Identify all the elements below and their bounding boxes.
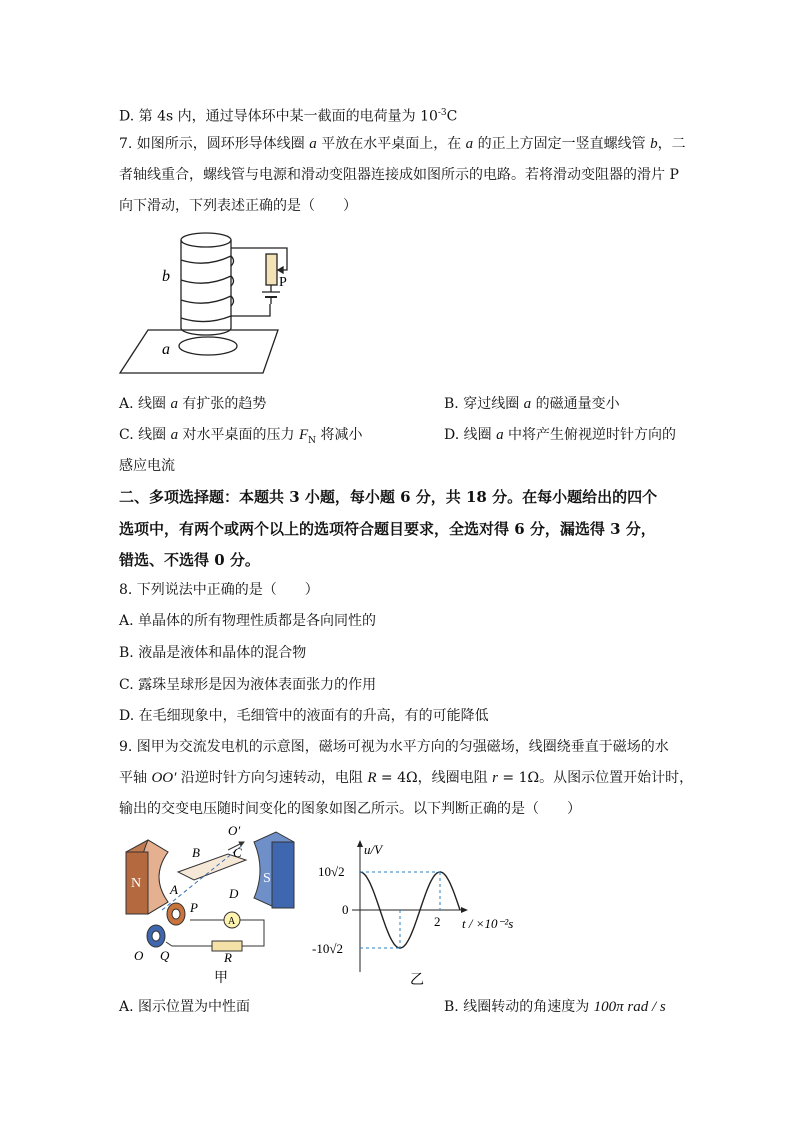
label-p: P	[279, 275, 287, 290]
tick-x: 2	[434, 914, 441, 929]
q7-stem-line3: 向下滑动，下列表述正确的是（ ）	[119, 198, 357, 214]
section2-heading-line1: 二、多项选择题：本题共 3 小题，每小题 6 分，共 18 分。在每小题给出的四个	[119, 488, 658, 506]
q7-option-d-line2: 感应电流	[119, 458, 175, 474]
q9-option-a: A. 图示位置为中性面	[119, 999, 251, 1015]
q7-option-d: D. 线圈 a 中将产生俯视逆时针方向的	[444, 427, 677, 443]
label-a: a	[162, 341, 170, 358]
coil-a	[179, 337, 237, 355]
q9-stem-line3: 输出的交变电压随时间变化的图象如图乙所示。以下判断正确的是（ ）	[119, 801, 581, 817]
label-o-prime: O′	[228, 823, 241, 838]
label-o: O	[134, 948, 144, 963]
label-d-corner: D	[229, 886, 239, 901]
label-n: N	[131, 876, 142, 891]
voltage-time-chart	[312, 838, 527, 988]
q8-option-b: B. 液晶是液体和晶体的混合物	[119, 645, 307, 661]
label-b: b	[162, 268, 170, 285]
q9-option-b: B. 线圈转动的角速度为 100π rad / s	[444, 999, 666, 1015]
q9-stem-line1: 9. 图甲为交流发电机的示意图，磁场可视为水平方向的匀强磁场，线圈绕垂直于磁场的水	[119, 739, 669, 755]
caption-yi: 乙	[410, 973, 424, 988]
y-axis-label: u/V	[364, 842, 383, 857]
caption-jia: 甲	[214, 971, 228, 986]
q6-option-d: D. 第 4s 内，通过导体环中某一截面的电荷量为 $10^{-3}C$	[119, 108, 458, 125]
table-plane	[120, 330, 278, 373]
tick-ymin: -10√2	[312, 941, 343, 956]
label-r: R	[224, 950, 232, 965]
q9-stem-line2: 平轴 OO′ 沿逆时针方向匀速转动，电阻 R = 4Ω，线圈电阻 r = 1Ω。从图示位置开始计时，	[119, 770, 694, 786]
label-a-corner: A	[170, 882, 178, 897]
label-b-corner: B	[192, 845, 200, 860]
tick-zero: 0	[342, 902, 349, 917]
section2-heading-line3: 错选、不选得 0 分。	[119, 551, 260, 569]
ammeter-label: A	[228, 916, 236, 927]
q7-option-a: A. 线圈 a 有扩张的趋势	[119, 396, 267, 412]
generator-figure-jia	[120, 822, 305, 987]
q7-stem-line1: 7. 如图所示，圆环形导体线圈 a 平放在水平桌面上，在 a 的正上方固定一竖直螺线管 b，二	[119, 136, 686, 152]
solenoid-top	[181, 233, 231, 247]
section2-heading-line2: 选项中，有两个或两个以上的选项符合题目要求，全选对得 6 分，漏选得 3 分，	[119, 520, 656, 538]
q7-option-b: B. 穿过线圈 a 的磁通量变小	[444, 396, 620, 412]
q8-option-c: C. 露珠呈球形是因为液体表面张力的作用	[119, 677, 377, 693]
label-p-brush: P	[190, 900, 198, 915]
x-axis-label: t / ×10⁻²s	[462, 916, 514, 931]
q7-solenoid-figure	[118, 228, 288, 378]
q8-option-a: A. 单晶体的所有物理性质都是各向同性的	[119, 613, 377, 629]
q8-option-d: D. 在毛细现象中，毛细管中的液面有的升高，有的可能降低	[119, 708, 489, 724]
tick-ymax: 10√2	[318, 864, 345, 879]
q7-stem-line2: 者轴线重合，螺线管与电源和滑动变阻器连接成如图所示的电路。若将滑动变阻器的滑片 P	[119, 167, 679, 183]
q7-option-c: C. 线圈 a 对水平桌面的压力 $F_N$ 将减小	[119, 427, 363, 446]
q8-stem: 8. 下列说法中正确的是（ ）	[119, 582, 319, 598]
label-s: S	[263, 871, 271, 886]
label-c-corner: C	[233, 845, 242, 860]
label-q-brush: Q	[160, 948, 170, 963]
